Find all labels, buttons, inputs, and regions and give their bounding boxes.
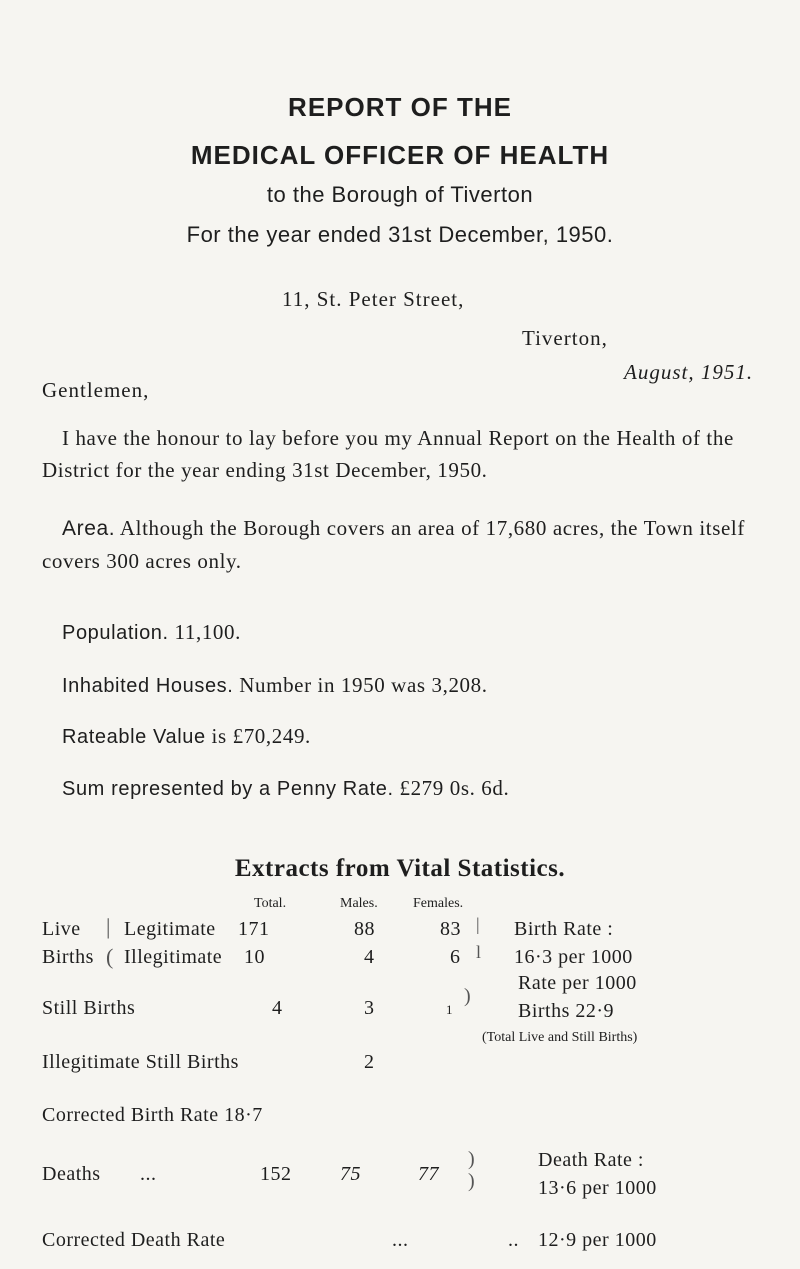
deaths-males: 75 [340, 1163, 361, 1185]
address-town: Tiverton, [522, 326, 608, 350]
area-text: Although the Borough covers an area of 17,680 acres, the Town itself covers 300 acres only. [42, 516, 745, 573]
deaths-dots: ... [140, 1163, 157, 1185]
corrected-death-rate-dots-1: ... [392, 1229, 409, 1251]
deaths-label: Deaths [42, 1163, 101, 1185]
legitimate-label: Legitimate [124, 918, 216, 940]
illegitimate-total: 10 [244, 946, 265, 968]
col-header-females: Females. [413, 896, 464, 911]
illegitimate-still-births-label: Illegitimate Still Births [42, 1051, 239, 1073]
still-births-males: 3 [364, 997, 375, 1019]
death-rate-bracket-lower-icon: ) [468, 1170, 475, 1192]
corrected-death-rate-label: Corrected Death Rate [42, 1229, 226, 1251]
birth-rate-bracket-icon: | [476, 914, 480, 934]
still-rate-note: (Total Live and Still Births) [482, 1030, 638, 1045]
report-subtitle-year: For the year ended 31st December, 1950. [186, 222, 614, 247]
illegitimate-label: Illegitimate [124, 946, 223, 968]
live-births-label-2: Births [42, 946, 94, 968]
illegitimate-still-births-value: 2 [364, 1051, 375, 1073]
stats-title: Extracts from Vital Statistics. [234, 855, 566, 882]
penny-rate-heading: Sum represented by a Penny Rate. [62, 778, 394, 800]
illegitimate-females: 6 [450, 946, 461, 968]
houses-text: Number in 1950 was 3,208. [239, 673, 488, 697]
report-title-line1: REPORT OF THE [288, 92, 512, 122]
area-heading: Area. [62, 517, 116, 540]
population-heading: Population. [62, 622, 169, 644]
legitimate-males: 88 [354, 918, 375, 940]
salutation: Gentlemen, [42, 378, 150, 402]
address-street: 11, St. Peter Street, [282, 287, 465, 311]
still-rate-line2: Births 22·9 [518, 1000, 615, 1022]
penny-rate-text: £279 0s. 6d. [399, 776, 510, 800]
corrected-death-rate-value: 12·9 per 1000 [538, 1229, 657, 1251]
corrected-death-rate-dots-2: .. [508, 1229, 519, 1251]
deaths-females: 77 [418, 1163, 439, 1185]
houses-line [62, 669, 488, 702]
death-rate-bracket-icon: ) [468, 1148, 475, 1170]
rateable-heading: Rateable Value [62, 726, 206, 748]
population-value: 11,100. [174, 620, 241, 644]
report-subtitle-borough: to the Borough of Tiverton [266, 182, 534, 207]
legitimate-females: 83 [440, 918, 461, 940]
still-births-females: 1 [446, 1002, 453, 1017]
address-date: August, 1951. [624, 360, 754, 384]
still-births-total: 4 [272, 997, 283, 1019]
still-births-label: Still Births [42, 997, 136, 1019]
report-title-line2: MEDICAL OFFICER OF HEALTH [190, 140, 610, 170]
rateable-line [62, 720, 311, 753]
col-header-total: Total. [254, 896, 287, 911]
still-rate-line1: Rate per 1000 [518, 972, 637, 994]
penny-rate-line [62, 772, 509, 805]
intro-paragraph: I have the honour to lay before you my Annual Report on the Health of the District for the year ending 31st December, 1950. [42, 426, 734, 482]
area-paragraph [42, 512, 762, 577]
death-rate-value: 13·6 per 1000 [538, 1177, 657, 1199]
live-births-bracket-icon: | [106, 914, 111, 939]
live-births-bracket-lower-icon: ( [106, 944, 114, 969]
illegitimate-males: 4 [364, 946, 375, 968]
corrected-birth-rate: Corrected Birth Rate 18·7 [42, 1104, 263, 1126]
still-rate-bracket-icon: ) [464, 985, 471, 1007]
live-births-label-1: Live [42, 918, 81, 940]
birth-rate-value: 16·3 per 1000 [514, 946, 633, 968]
population-line [62, 616, 241, 649]
birth-rate-label: Birth Rate : [514, 918, 614, 940]
houses-heading: Inhabited Houses. [62, 675, 234, 697]
legitimate-total: 171 [238, 918, 270, 940]
col-header-males: Males. [340, 896, 378, 911]
birth-rate-bracket-lower-icon: l [476, 942, 482, 962]
deaths-total: 152 [260, 1163, 292, 1185]
rateable-text: is £70,249. [211, 724, 311, 748]
death-rate-label: Death Rate : [538, 1149, 644, 1171]
